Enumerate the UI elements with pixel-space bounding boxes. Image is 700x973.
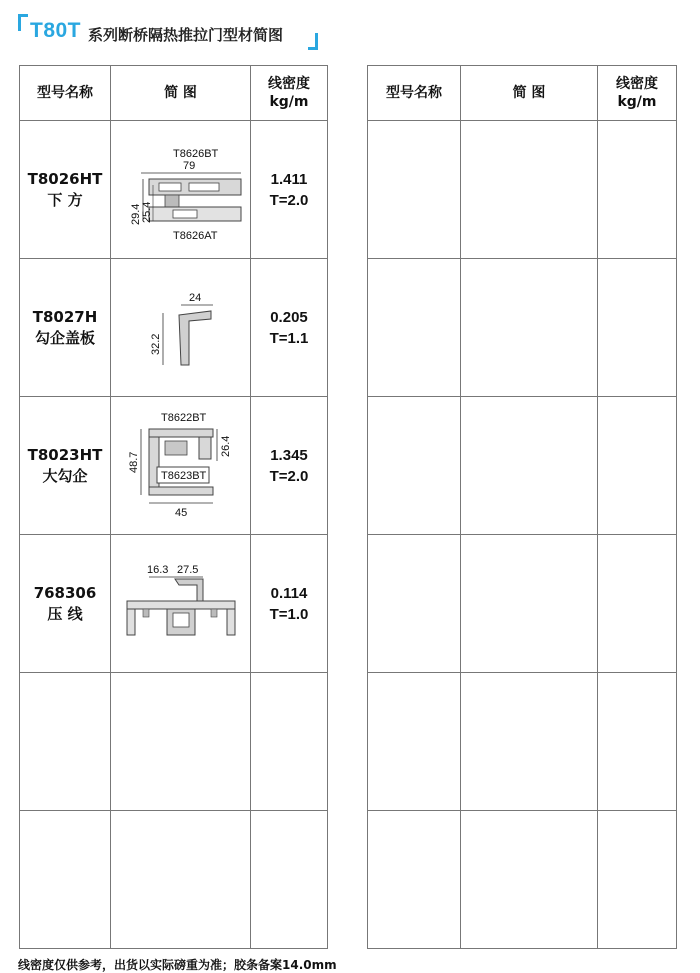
density-cell [251,121,328,259]
table-row-empty [368,259,677,397]
table-row-empty [20,673,328,811]
empty-cell [598,673,677,811]
sketch-dim-h2: 26.4 [219,435,232,457]
empty-cell [251,811,328,949]
column-header-model: 型号名称 [20,66,111,121]
table-row-empty [368,673,677,811]
sketch-cell [111,259,251,397]
density-value: 0.205 [270,308,308,326]
model-name: 勾企盖板 [34,328,95,347]
empty-cell [461,121,598,259]
sketch-dim-width: 45 [174,506,187,519]
sketch-label-top: T8622BT [160,411,206,424]
column-header-model: 型号名称 [368,66,461,121]
sketch-label-inner: T8623BT [160,469,206,482]
model-code: T8027H [32,307,98,326]
model-code: T8023HT [27,445,103,464]
thickness-value: T=2.0 [269,191,309,209]
empty-cell [111,673,251,811]
column-header-density [251,66,328,121]
empty-cell [111,811,251,949]
sketch-dim-w2: 27.5 [176,563,198,576]
column-header-sketch: 简 图 [461,66,598,121]
table-row [20,121,328,259]
empty-cell [461,397,598,535]
empty-cell [368,259,461,397]
sketch-cell [111,121,251,259]
model-cell [20,259,111,397]
density-header-line2: kg/m [269,94,309,110]
profile-sketch-t8027h [113,273,249,383]
table-row-empty [368,535,677,673]
density-cell [251,535,328,673]
empty-cell [598,811,677,949]
page-header [18,14,318,50]
sketch-cell [111,535,251,673]
column-header-density [598,66,677,121]
model-name: 压 线 [47,604,83,623]
empty-cell [598,397,677,535]
sketch-dim-h1: 29.4 [129,203,142,225]
empty-cell [461,811,598,949]
model-code: T8026HT [27,169,103,188]
page-title: 系列断桥隔热推拉门型材简图 [88,26,284,44]
table-header-row [20,66,328,121]
empty-cell [368,535,461,673]
profile-table-right [367,65,677,949]
header-bracket-right [308,33,318,50]
empty-cell [598,121,677,259]
sketch-dim-width: 24 [188,291,201,304]
table-row [20,397,328,535]
empty-cell [368,121,461,259]
empty-cell [461,535,598,673]
empty-cell [20,673,111,811]
density-value: 0.114 [270,584,308,602]
model-name: 大勾企 [42,466,88,485]
thickness-value: T=1.1 [269,329,309,347]
empty-cell [20,811,111,949]
sketch-dim-h2: 25.4 [140,201,153,223]
table-row [20,535,328,673]
sketch-dim-height: 32.2 [149,333,162,355]
profile-sketch-t8026ht [113,135,249,245]
sketch-dim-w1: 16.3 [146,563,168,576]
table-row-empty [368,811,677,949]
header-bracket-left [18,14,28,31]
density-header-line2: kg/m [617,94,657,110]
empty-cell [251,673,328,811]
density-value: 1.345 [270,446,308,464]
empty-cell [598,535,677,673]
sketch-label-bottom: T8626AT [172,229,217,242]
profile-table-left [19,65,328,949]
sketch-label-top: T8626BT [172,147,218,160]
table-row-empty [20,811,328,949]
empty-cell [368,397,461,535]
table-row-empty [368,397,677,535]
empty-cell [461,259,598,397]
density-cell [251,259,328,397]
density-value: 1.411 [270,170,308,188]
density-cell [251,397,328,535]
empty-cell [368,811,461,949]
table-header-row [368,66,677,121]
profile-sketch-768306 [113,549,249,659]
column-header-sketch: 简 图 [111,66,251,121]
profile-sketch-t8023ht [113,407,249,525]
empty-cell [461,673,598,811]
model-cell [20,535,111,673]
empty-cell [368,673,461,811]
sketch-dim-width: 79 [182,159,195,172]
empty-cell [598,259,677,397]
series-code: T80T [30,19,82,42]
thickness-value: T=2.0 [269,467,309,485]
model-cell [20,121,111,259]
table-row [20,259,328,397]
model-name: 下 方 [47,190,83,209]
density-header-line1: 线密度 [616,76,658,92]
model-code: 768306 [33,583,97,602]
sketch-dim-height: 48.7 [127,451,140,473]
footnote: 线密度仅供参考，出货以实际磅重为准；胶条备案14.0mm [18,958,337,972]
table-row-empty [368,121,677,259]
density-header-line1: 线密度 [268,76,310,92]
sketch-cell [111,397,251,535]
model-cell [20,397,111,535]
thickness-value: T=1.0 [269,605,309,623]
